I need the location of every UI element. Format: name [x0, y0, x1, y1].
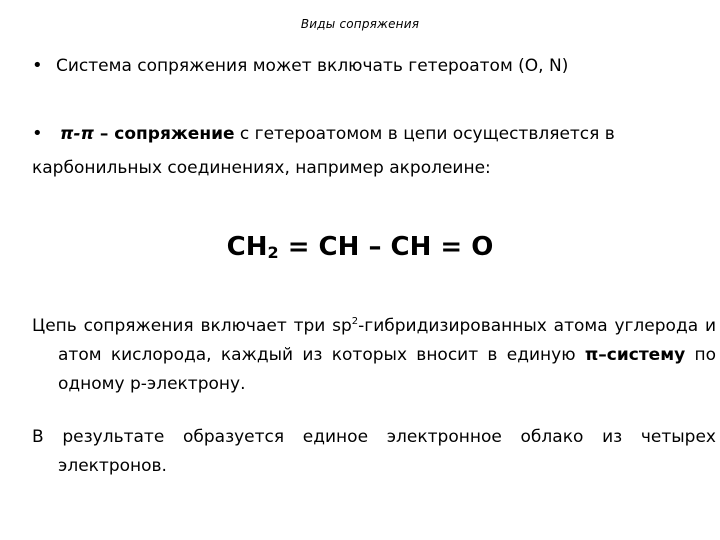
pi-system-term: π–систему [584, 345, 686, 365]
bullet-continuation: карбонильных соединениях, например акролеине: [32, 158, 491, 178]
formula-part2: = CH – CH = O [278, 232, 494, 262]
bullet-dot-icon: • [32, 123, 43, 144]
slide-title: Виды сопряжения [300, 17, 420, 31]
formula-part1: CH [226, 232, 268, 262]
bullet-text: Система сопряжения может включать гетероатом (O, N) [56, 56, 569, 76]
chemical-formula [0, 227, 720, 273]
paragraph-text: Цепь сопряжения включает три sp [32, 316, 352, 336]
bullet-dot-icon: • [32, 55, 43, 76]
bullet-text [60, 117, 615, 151]
paragraph-text: -гибридизированных атома углерода и атом кислорода, каждый из которых вносит в единую [58, 316, 716, 365]
bullet-rest: с гетероатомом в цепи осуществляется в [234, 124, 615, 144]
paragraph-conjugation-chain [32, 307, 716, 399]
conjugation-term: – сопряжение [93, 124, 235, 144]
paragraph-text: по одному р-электрону. [58, 345, 717, 394]
superscript: 2 [351, 316, 359, 327]
pi-pi-term: π-π [60, 124, 94, 144]
formula-subscript: 2 [267, 243, 279, 262]
paragraph-electron-cloud: В результате образуется единое электронное облако из четырех электронов. [32, 427, 716, 476]
